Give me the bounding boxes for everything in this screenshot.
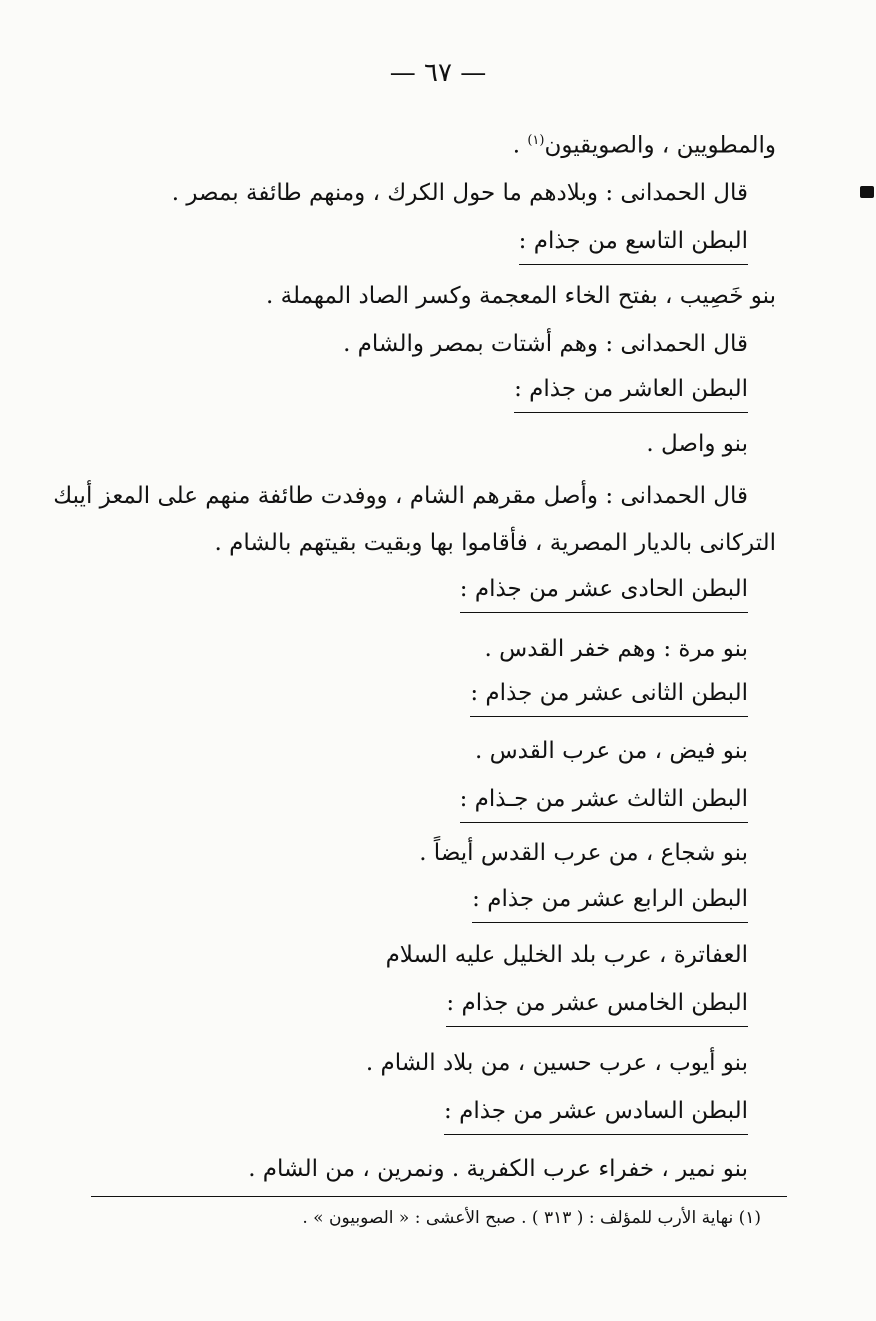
text-line: بنو فيض ، من عرب القدس . xyxy=(474,738,748,764)
text-line: التركانى بالديار المصرية ، فأقاموا بها وبقيت بقيتهم بالشام . xyxy=(214,530,776,556)
text-line-tail: . xyxy=(512,132,528,159)
text-line: بنو شجاع ، من عرب القدس أيضاً . xyxy=(419,840,748,866)
text-line: العفاترة ، عرب بلد الخليل عليه السلام xyxy=(385,942,748,968)
text-line: قال الحمدانى : وبلادهم ما حول الكرك ، ومنهم طائفة بمصر . xyxy=(171,180,748,206)
text-line: بنو واصل . xyxy=(646,431,748,457)
section-heading: البطن الخامس عشر من جذام : xyxy=(446,986,748,1027)
section-heading: البطن الثالث عشر من جـذام : xyxy=(460,782,748,823)
footnote-divider xyxy=(91,1196,787,1197)
text-line-body: والمطويين ، والصويقيون xyxy=(544,132,776,159)
text-line: بنو نمير ، خفراء عرب الكفرية . ونمرين ، من الشام . xyxy=(248,1156,748,1182)
section-heading: البطن السادس عشر من جذام : xyxy=(444,1094,748,1135)
footnote-marker: (١) xyxy=(527,133,545,148)
section-heading: البطن التاسع من جذام : xyxy=(519,224,748,265)
text-line: قال الحمدانى : وهم أشتات بمصر والشام . xyxy=(343,331,748,357)
footnote: (١) نهاية الأرب للمؤلف : ( ٣١٣ ) . صبح الأعشى : « الصوبيون » . xyxy=(302,1208,761,1228)
margin-mark xyxy=(860,186,874,198)
text-line xyxy=(513,124,776,163)
page-number: — ٦٧ — xyxy=(389,58,487,88)
section-heading: البطن الرابع عشر من جذام : xyxy=(472,882,748,923)
text-line: بنو خَصِيب ، بفتح الخاء المعجمة وكسر الصاد المهملة . xyxy=(266,283,776,309)
text-line: قال الحمدانى : وأصل مقرهم الشام ، ووفدت طائفة منهم على المعز أيبك xyxy=(53,483,748,509)
text-line: بنو أيوب ، عرب حسين ، من بلاد الشام . xyxy=(365,1050,748,1076)
text-line: بنو مرة : وهم خفر القدس . xyxy=(484,636,748,662)
section-heading: البطن العاشر من جذام : xyxy=(514,372,748,413)
section-heading: البطن الحادى عشر من جذام : xyxy=(460,572,748,613)
section-heading: البطن الثانى عشر من جذام : xyxy=(470,676,748,717)
